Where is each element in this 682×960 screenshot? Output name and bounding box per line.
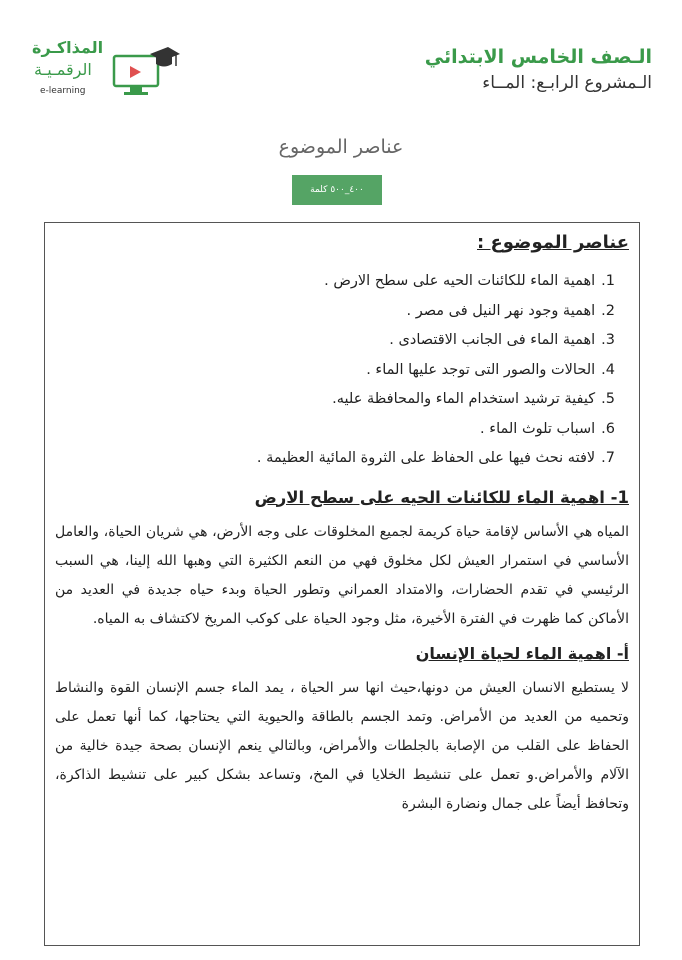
logo-line2: الرقمـيـة — [34, 60, 92, 79]
list-item-number: 5. — [601, 391, 615, 407]
list-item — [55, 326, 615, 356]
subsection1-title: أ- اهمية الماء لحياة الإنسان — [415, 643, 629, 663]
list-item-text: اهمية الماء فى الجانب الاقتصادى . — [389, 332, 596, 348]
section1-title: 1- اهمية الماء للكائنات الحيه على سطح الارض — [254, 487, 629, 507]
logo-sub: e-learning — [40, 86, 86, 96]
list-item-number: 4. — [601, 361, 615, 378]
topic-list — [55, 267, 629, 474]
word-count-badge: ٤٠٠_٥٠٠ كلمة — [292, 175, 382, 205]
content-box — [44, 222, 640, 946]
list-item-number: 3. — [601, 332, 615, 348]
grade-title: الـصف الخامس الابتدائي — [424, 46, 652, 68]
list-item — [55, 415, 615, 445]
monitor-graduation-cap-icon — [110, 44, 180, 100]
list-item — [55, 297, 615, 327]
list-item — [55, 444, 615, 474]
list-item-text: كيفية ترشيد استخدام الماء والمحافظة عليه. — [332, 391, 596, 407]
list-item-text: الحالات والصور التى توجد عليها الماء . — [366, 361, 596, 378]
logo-line1: المذاكـرة — [32, 38, 104, 57]
list-item-number: 2. — [601, 302, 615, 319]
list-item — [55, 356, 615, 386]
list-item — [55, 267, 615, 297]
list-item-text: اهمية وجود نهر النيل فى مصر . — [406, 302, 596, 319]
project-title: الـمشروع الرابـع: المــاء — [482, 73, 652, 93]
list-item-number: 7. — [601, 450, 615, 466]
topic-heading: عناصر الموضوع — [278, 136, 404, 158]
logo — [30, 30, 180, 100]
page-header — [352, 44, 652, 96]
box-title: عناصر الموضوع : — [477, 232, 629, 253]
section1-paragraph: المياه هي الأساس لإقامة حياة كريمة لجميع المخلوقات على وجه الأرض، هي شريان الحياة، والعامل الأساسي في استمرار العيش لكل مخلوق فهي من النعم الكثيرة التي وهبها الله إلينا، هي السبب الرئيسي في تقدم الحضارات، والامتداد العمراني وتطور الحياة وبدء حياه جديدة في العديد من الأماكن كما ظهرت في الفترة الأخيرة، مثل وجود الحياة على كوكب المريخ لاكتشاف به المياه. — [55, 523, 629, 627]
list-item-number: 1. — [601, 273, 615, 289]
list-item-text: لافته نحث فيها على الحفاظ على الثروة المائية العظيمة . — [256, 450, 596, 466]
list-item-text: اهمية الماء للكائنات الحيه على سطح الارض . — [324, 273, 596, 289]
list-item-text: اسباب تلوث الماء . — [480, 420, 596, 437]
list-item-number: 6. — [601, 420, 615, 437]
subsection1-paragraph: لا يستطيع الانسان العيش من دونها،حيث انها سر الحياة ، يمد الماء جسم الإنسان القوة والنشاط وتحميه من العديد من الأمراض. وتمد الجسم بالطاقة والحيوية التي يحتاجها، كما أنها تعمل على الحفاظ على القلب من الإصابة بالجلطات والأمراض، وبالتالي ينعم الإنسان بصحة جيدة خالية من الآلام والأمراض.و تعمل على تنشيط الخلايا في المخ، وتساعد بشكل كبير على تنشيط الذاكرة، وتحافظ أيضاً على جمال ونضارة البشرة — [55, 679, 629, 812]
list-item — [55, 385, 615, 415]
